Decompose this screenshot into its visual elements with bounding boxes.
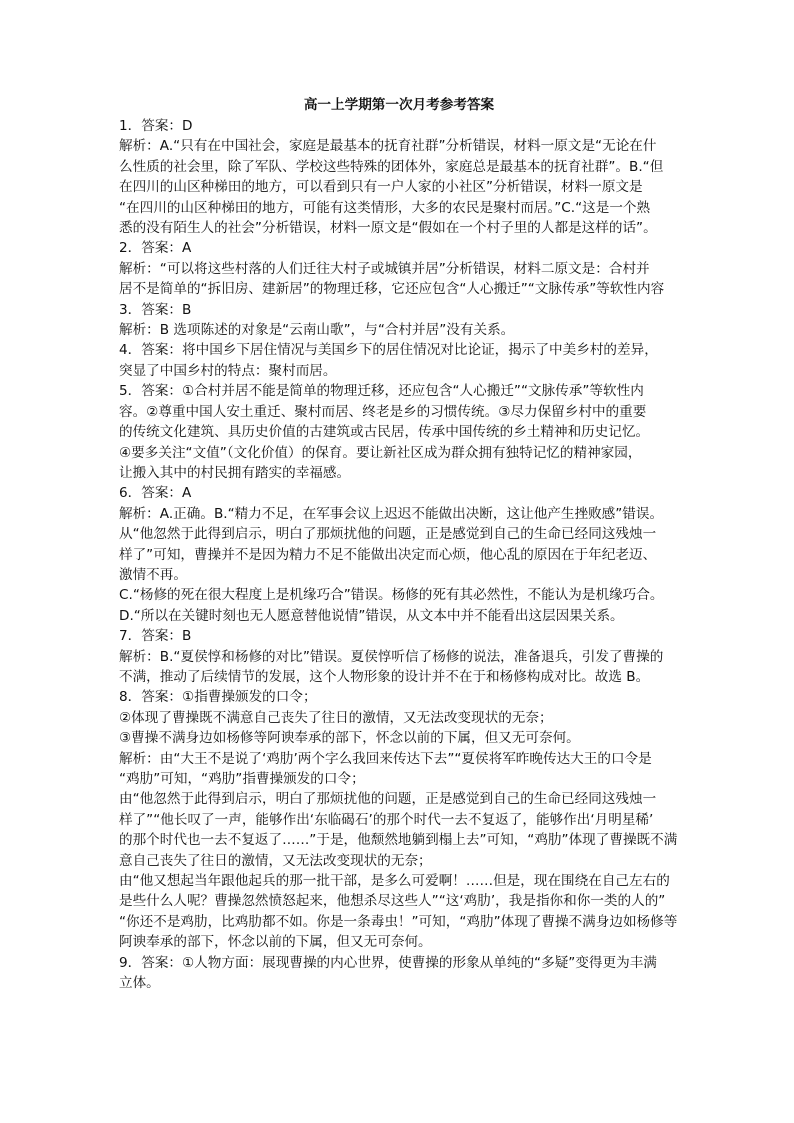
text-line: 解析：B 选项陈述的对象是“云南山歌”，与“合村并居”没有关系。 (119, 322, 515, 339)
text-line: 由“他忽然于此得到启示，明白了那烦扰他的问题，正是感觉到自己的生命已经同这残烛一 (119, 791, 657, 808)
text-line: 7．答案：B (119, 628, 192, 645)
text-line: 突显了中国乡村的特点：聚村而居。 (119, 362, 337, 379)
text-line: ④要多关注“文值”（文化价值）的保育。要让新社区成为群众拥有独特记忆的精神家园， (119, 444, 642, 461)
text-line: C.“杨修的死在很大程度上是机缘巧合”错误。杨修的死有其必然性，不能认为是机缘巧合。 (119, 587, 664, 604)
text-line: ②体现了曹操既不满意自己丧失了往日的激情，又无法改变现状的无奈； (119, 709, 553, 726)
text-line: “鸡肋”可知，“鸡肋”指曹操颁发的口令； (119, 771, 365, 787)
text-line: 是些什么人呢？曹操忽然愤怒起来，他想杀尽这些人”“这‘鸡肋’，我是指你和你一类的人的” (119, 893, 666, 910)
text-line: 解析：由“大王不是说了‘鸡肋’两个字么我回来传达下去”“夏侯将军昨晚传达大王的口令是 (119, 750, 652, 767)
text-line: 的传统文化建筑、具历史价值的古建筑或古民居，传承中国传统的乡土精神和历史记忆。 (119, 424, 650, 441)
answer-document (119, 95, 679, 993)
text-line: 解析：B.“夏侯惇和杨修的对比”错误。夏侯惇听信了杨修的说法，准备退兵，引发了曹操的 (119, 648, 664, 665)
text-line: D.“所以在关键时刻也无人愿意替他说情”错误，从文本中并不能看出这层因果关系。 (119, 607, 624, 624)
text-line: 的那个时代也一去不复返了……”于是，他颓然地躺到榻上去”可知，“鸡肋”体现了曹操既不满 (119, 832, 678, 849)
text-line: 1．答案：D (119, 118, 193, 134)
text-line: 样了”可知，曹操并不是因为精力不足不能做出决定而心烦，他心乱的原因在于年纪老迈、 (119, 546, 657, 563)
text-line: 8．答案：①指曹操颁发的口令； (119, 689, 317, 706)
text-line: 让搬入其中的村民拥有踏实的幸福感。 (119, 464, 351, 481)
text-line: 悉的没有陌生人的社会”分析错误，材料一原文是“假如在一个村子里的人都是这样的话”。 (119, 220, 657, 237)
text-line: 解析：A.正确。B.“精力不足，在军事会议上迟迟不能做出决断，这让他产生挫败感”错误。 (119, 505, 664, 522)
text-line: 容。②尊重中国人安土重迁、聚村而居、终老是乡的习惯传统。③尽力保留乡村中的重要 (119, 403, 647, 420)
text-line: 样了”“他长叹了一声，能够作出‘东临碣石’的那个时代一去不复返了，能够作出‘月明星稀’ (119, 811, 654, 828)
text-line: 2．答案：A (119, 240, 192, 257)
text-line: 立体。 (119, 975, 160, 992)
text-line: 阿谀奉承的部下，怀念以前的下属，但又无可奈何。 (119, 934, 432, 951)
text-line: 由“他又想起当年跟他起兵的那一批干部，是多么可爱啊！……但是，现在围绕在自己左右的 (119, 873, 670, 890)
text-line: 激情不再。 (119, 566, 187, 583)
text-line: 3．答案：B (119, 301, 192, 318)
text-line: 居不是简单的“拆旧房、建新居”的物理迁移，它还应包含“人心搬迁”“文脉传承”等软性内容 (119, 281, 665, 298)
text-line: 不满，推动了后续情节的发展，这个人物形象的设计并不在于和杨修构成对比。故选 B。 (119, 668, 650, 685)
text-line: 从“他忽然于此得到启示，明白了那烦扰他的问题，正是感觉到自己的生命已经同这残烛一 (119, 526, 657, 543)
text-line: 6．答案：A (119, 485, 192, 502)
text-line: “在四川的山区种梯田的地方，可能有这类情形，大多的农民是聚村而居。”C.“这是一个熟 (119, 199, 651, 216)
text-line: 解析：“可以将这些村落的人们迁往大村子或城镇并居”分析错误，材料二原文是：合村并 (119, 260, 650, 277)
text-line: “你还不是鸡肋，比鸡肋都不如。你是一条毒虫！”可知，“鸡肋”体现了曹操不满身边如杨修等 (119, 913, 678, 930)
text-line: 么性质的社会里，除了军队、学校这些特殊的团体外，家庭总是最基本的抚育社群”。B.“但 (119, 158, 664, 175)
text-line: 4．答案：将中国乡下居住情况与美国乡下的居住情况对比论证，揭示了中美乡村的差异， (119, 342, 658, 359)
text-line: 在四川的山区种梯田的地方，可以看到只有一户人家的小社区”分析错误，材料一原文是 (119, 179, 643, 196)
text-line: 意自己丧失了往日的激情，又无法改变现状的无奈； (119, 852, 432, 869)
text-line: 9．答案：①人物方面：展现曹操的内心世界，使曹操的形象从单纯的“多疑”变得更为丰满 (119, 954, 657, 971)
answer-body (119, 116, 679, 993)
text-line: 解析：A.“只有在中国社会，家庭是最基本的抚育社群”分析错误，材料一原文是“无论在什 (119, 138, 657, 155)
text-line: ③曹操不满身边如杨修等阿谀奉承的部下，怀念以前的下属，但又无可奈何。 (119, 730, 580, 747)
document-title: 高一上学期第一次月考参考答案 (303, 97, 495, 113)
text-line: 5．答案：①合村并居不能是简单的物理迁移，还应包含“人心搬迁”“文脉传承”等软性内 (119, 383, 644, 400)
